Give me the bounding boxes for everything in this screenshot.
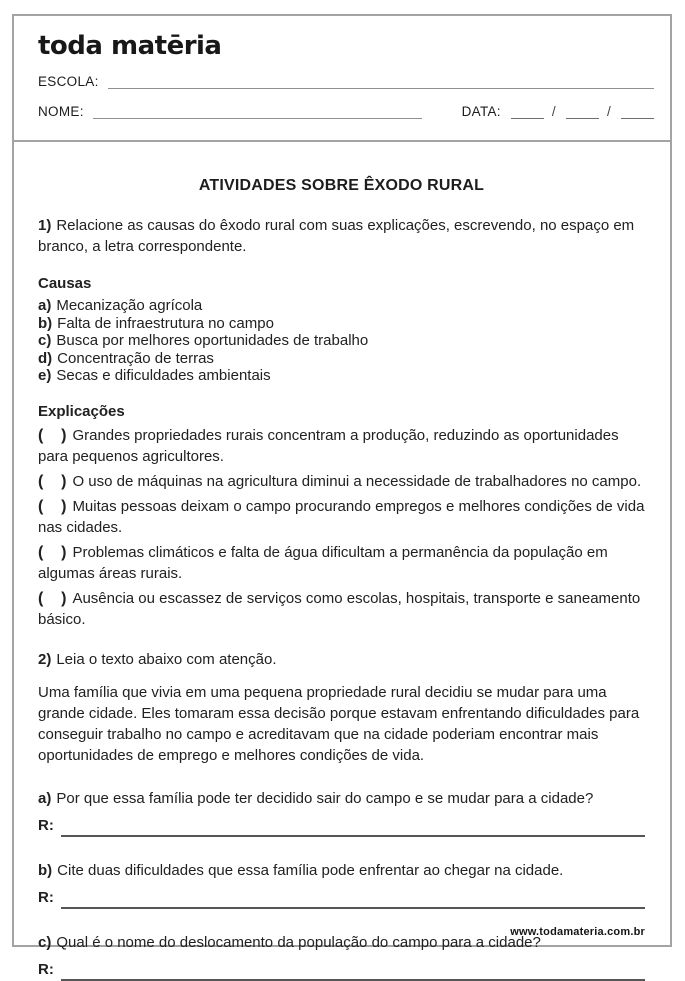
question-2-number: 2)	[38, 650, 52, 668]
subquestion-text: Cite duas dificuldades que essa família pode enfrentar ao chegar na cidade.	[57, 861, 564, 879]
cause-item	[38, 297, 645, 315]
answer-blank-parens: ( )	[38, 497, 67, 515]
answer-blank-parens: ( )	[38, 589, 67, 607]
school-blank-line	[108, 75, 654, 90]
name-blank-line	[93, 105, 422, 120]
causes-heading: Causas	[38, 275, 92, 292]
name-label: NOME:	[38, 104, 84, 119]
answer-blank-parens: ( )	[38, 543, 67, 561]
answer-row-b	[38, 886, 645, 908]
answer-blank-line	[61, 820, 645, 837]
answer-row-c	[38, 958, 645, 980]
cause-item	[38, 332, 645, 350]
explanation-text: Problemas climáticos e falta de água dificultam a permanência da população em algumas áreas rurais.	[38, 543, 608, 582]
question-1-instruction: Relacione as causas do êxodo rural com suas explicações, escrevendo, no espaço em branco, a letra correspondente.	[38, 217, 635, 255]
explanation-text: Ausência ou escassez de serviços como escolas, hospitais, transporte e saneamento básico.	[38, 589, 641, 628]
cause-letter: c)	[38, 332, 52, 350]
subquestion-letter: c)	[38, 933, 52, 951]
answer-blank-parens: ( )	[38, 426, 67, 444]
site-url: www.todamateria.com.br	[510, 926, 645, 938]
cause-text: Busca por melhores oportunidades de trabalho	[56, 332, 369, 350]
explanation-item	[38, 425, 645, 467]
question-2	[38, 649, 645, 670]
answer-label: R:	[38, 960, 54, 978]
explanation-item	[38, 471, 645, 492]
subquestion-b	[38, 860, 645, 881]
cause-letter: d)	[38, 349, 53, 367]
subquestion-a	[38, 788, 645, 809]
date-slash: /	[606, 104, 611, 119]
cause-item	[38, 367, 645, 385]
answer-label: R:	[38, 816, 54, 834]
answer-label: R:	[38, 888, 54, 906]
subquestion-text: Qual é o nome do deslocamento da população do campo para a cidade?	[56, 933, 541, 951]
date-month-blank	[566, 105, 599, 120]
date-label: DATA:	[461, 104, 501, 119]
passage-text: Uma família que vivia em uma pequena propriedade rural decidiu se mudar para uma grande cidade. Eles tomaram essa decisão porque estavam enfrentando dificuldades para conseguir trabalho no campo e acreditavam que na cidade poderiam encontrar mais oportunidades de emprego e melhores condições de vida.	[38, 683, 640, 764]
school-row	[38, 74, 654, 89]
explanation-item	[38, 496, 645, 538]
explanation-text: Grandes propriedades rurais concentram a produção, reduzindo as oportunidades para pequenos agricultores.	[38, 426, 619, 465]
cause-letter: a)	[38, 297, 52, 314]
header-section	[14, 16, 670, 142]
explanation-item	[38, 542, 645, 584]
explanation-text: O uso de máquinas na agricultura diminui a necessidade de trabalhadores no campo.	[72, 472, 642, 490]
worksheet-title: ATIVIDADES SOBRE ÊXODO RURAL	[198, 177, 485, 194]
question-1-number: 1)	[38, 217, 52, 234]
name-row	[38, 104, 654, 119]
cause-letter: b)	[38, 314, 53, 332]
date-day-blank	[511, 105, 544, 120]
worksheet-body	[14, 142, 670, 980]
subquestion-text: Por que essa família pode ter decidido sair do campo e se mudar para a cidade?	[56, 789, 594, 807]
subquestion-letter: a)	[38, 789, 52, 807]
question-1	[38, 215, 645, 257]
answer-blank-line	[61, 892, 645, 909]
school-label: ESCOLA:	[38, 74, 99, 89]
question-2-instruction: Leia o texto abaixo com atenção.	[56, 650, 277, 668]
answer-blank-parens: ( )	[38, 472, 67, 490]
cause-text: Concentração de terras	[57, 349, 214, 367]
explanations-heading: Explicações	[38, 402, 125, 420]
cause-item	[38, 350, 645, 368]
subquestion-letter: b)	[38, 861, 53, 879]
date-year-blank	[621, 105, 654, 120]
explanation-item	[38, 588, 645, 630]
explanation-text: Muitas pessoas deixam o campo procurando empregos e melhores condições de vida nas cidades.	[38, 497, 645, 536]
answer-row-a	[38, 814, 645, 836]
cause-letter: e)	[38, 367, 52, 385]
brand-logo: toda matēria	[38, 31, 222, 61]
date-slash: /	[551, 104, 556, 119]
cause-item	[38, 315, 645, 333]
cause-text: Secas e dificuldades ambientais	[56, 367, 271, 385]
cause-text: Mecanização agrícola	[56, 297, 203, 314]
worksheet-page	[12, 14, 672, 978]
cause-text: Falta de infraestrutura no campo	[57, 314, 274, 332]
